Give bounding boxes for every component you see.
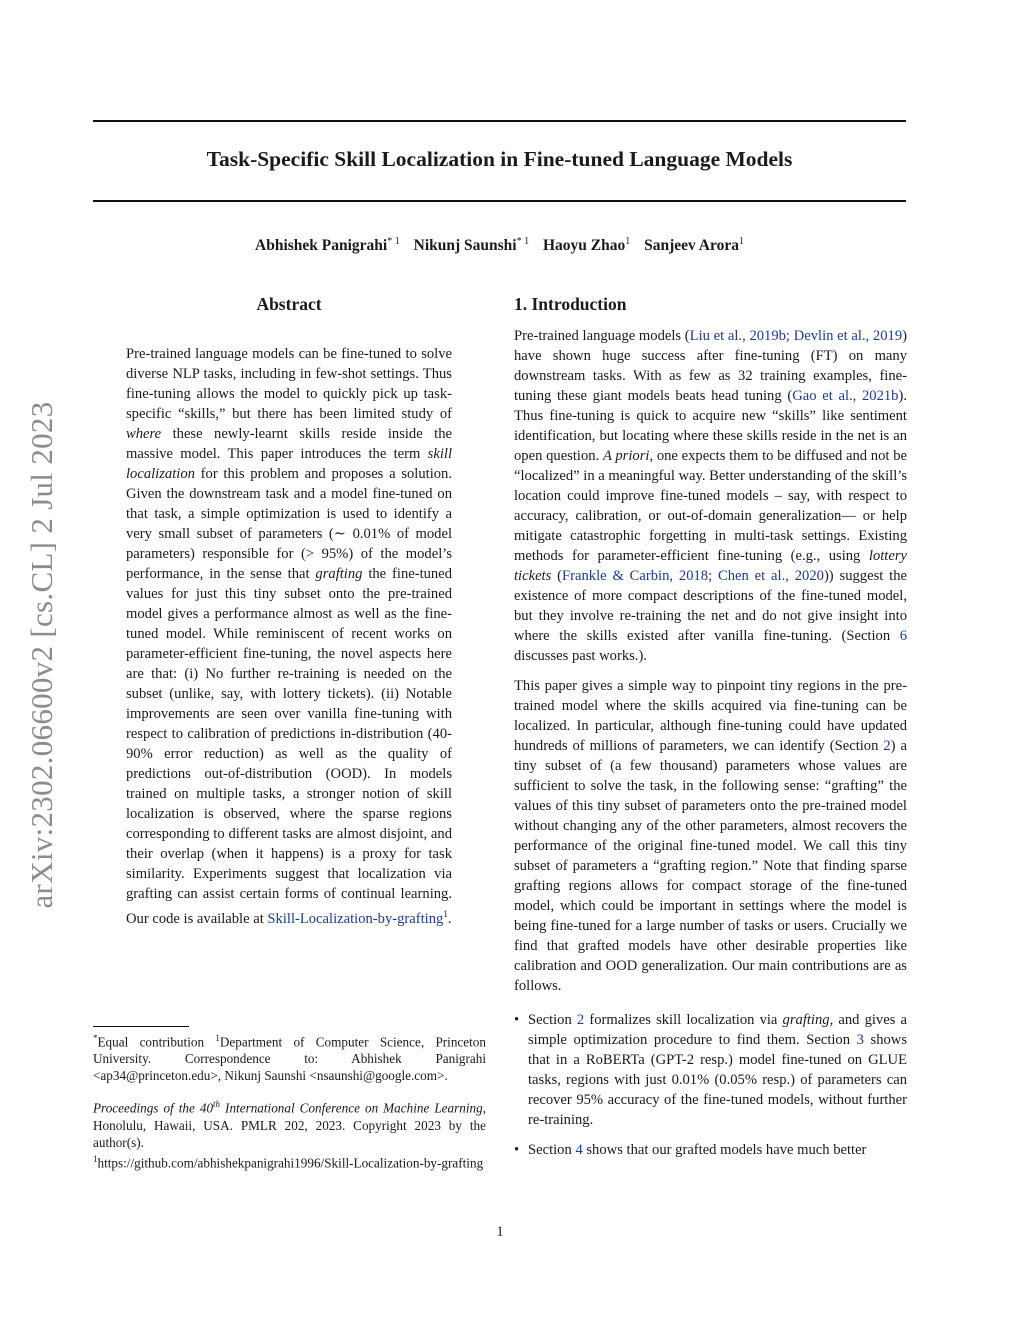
- bullet-icon: •: [514, 1142, 520, 1158]
- citation-link[interactable]: Frankle & Carbin, 2018; Chen et al., 2020: [562, 568, 824, 584]
- footnote-affiliations: *Equal contribution $^1$Department of Computer Science, Princeton University. Correspondence to: Abhishek Panigrahi <ap34@princeton.edu>, Nikunj Saunshi <nsaunshi@google.com>.: [93, 1033, 486, 1084]
- contributions-list: [514, 1010, 907, 1160]
- abstract-heading: Abstract: [256, 294, 322, 314]
- abstract-body: Pre-trained language models can be fine-tuned to solve diverse NLP tasks, including in few-shot settings. Thus fine-tuning allows the model to quickly pick up task-specific “skills,” but there has been limited study of where these newly-learnt skills reside inside the massive model. This paper introduces the term skill localization for this problem and proposes a solution. Given the downstream task and a model fine-tuned on that task, a simple optimization is used to identify a very small subset of parameters (∼ 0.01% of model parameters) responsible for (> 95%) of the model’s performance, in the sense that grafting the fine-tuned values for just this tiny subset onto the pre-trained model gives a performance almost as well as the fine-tuned model. While reminiscent of recent works on parameter-efficient fine-tuning, the novel aspects here are that: (i) No further re-training is needed on the subset (unlike, say, with lottery tickets). (ii) Notable improvements are seen over vanilla fine-tuning with respect to calibration of predictions in-distribution (40-90% error reduction) as well as the quality of predictions out-of-distribution (OOD). In models trained on multiple tasks, a stronger notion of skill localization is observed, where the sparse regions corresponding to different tasks are almost disjoint, and their overlap (when it happens) is a proxy for task similarity. Experiments suggest that localization via grafting can assist certain forms of continual learning. Our code is available at Skill-Localization-by-grafting$^1$.: [126, 346, 452, 927]
- code-link[interactable]: Skill-Localization-by-grafting: [267, 910, 444, 927]
- citation-link[interactable]: Liu et al., 2019b; Devlin et al., 2019: [689, 328, 903, 344]
- author: Sanjeev Arora$^1$: [644, 236, 744, 255]
- list-item: • Section 4 shows that our grafted models have much better: [514, 1142, 867, 1158]
- intro-paragraph: This paper gives a simple way to pinpoint tiny regions in the pre-trained model where the skills acquired via fine-tuning can be localized. In particular, although fine-tuning could have updated hundreds of millions of parameters, we can identify (Section 2) a tiny subset of (a few thousand) parameters whose values are sufficient to solve the task, in the following sense: “grafting” the values of this tiny subset of parameters onto the pre-trained model without changing any of the other parameters, almost recovers the performance of the original fine-tuned model. We call this tiny subset of parameters a “grafting region.” Note that finding sparse grafting regions allows for compact storage of the fine-tuned model, which could be important in settings where the model is being fine-tuned for a large number of tasks or users. Crucially we find that grafted models have other desirable properties like calibration and OOD generalization. Our main contributions are as follows.: [514, 678, 907, 994]
- section-ref-link[interactable]: 2: [883, 738, 891, 754]
- page-number: 1: [496, 1224, 504, 1240]
- arxiv-identifier: arXiv:2302.06600v2 [cs.CL] 2 Jul 2023: [24, 401, 59, 909]
- author: Abhishek Panigrahi$^{* 1}$: [255, 236, 400, 255]
- section-ref-link[interactable]: 4: [575, 1142, 583, 1158]
- bullet-icon: •: [514, 1012, 520, 1028]
- bottom-rule: [93, 200, 906, 202]
- footnote-proceedings: Proceedings of the 40th International Conference on Machine Learning, Honolulu, Hawaii, USA. PMLR 202, 2023. Copyright 2023 by the author(s).: [93, 1099, 486, 1150]
- intro-paragraph: Pre-trained language models (Liu et al., 2019b; Devlin et al., 2019) have shown huge success after fine-tuning (FT) on many downstream tasks. With as few as 32 training examples, fine-tuning these giant models beats head tuning (Gao et al., 2021b). Thus fine-tuning is quick to acquire new “skills” like sentiment identification, but locating where these skills reside in the net is an open question. A priori, one expects them to be diffused and not be “localized” in a meaningful way. Better understanding of the skill’s location could improve fine-tuned models – say, with respect to accuracy, calibration, or out-of-domain generalization— or help mitigate catastrophic forgetting in multi-task settings. Existing methods for parameter-efficient fine-tuning (e.g., using lottery tickets (Frankle & Carbin, 2018; Chen et al., 2020)) suggest the existence of more compact descriptions of the fine-tuned model, but they involve re-training the net and do not give insight into where the skills existed after vanilla fine-tuning. (Section 6 discusses past works.).: [514, 328, 907, 664]
- section-ref-link[interactable]: 6: [899, 628, 907, 644]
- footnote-url: $^1$https://github.com/abhishekpanigrahi1996/Skill-Localization-by-grafting: [93, 1153, 484, 1171]
- author: Nikunj Saunshi$^{* 1}$: [413, 236, 530, 255]
- footnote-rule: [93, 1026, 189, 1027]
- author-list: [93, 236, 906, 255]
- section-ref-link[interactable]: 2: [576, 1012, 585, 1028]
- paper-title: Task-Specific Skill Localization in Fine-tuned Language Models: [206, 147, 793, 171]
- abstract-section: [126, 292, 452, 929]
- introduction-heading: 1. Introduction: [514, 294, 627, 314]
- section-ref-link[interactable]: 3: [856, 1032, 864, 1048]
- footnotes: [93, 1030, 486, 1171]
- introduction-section: [514, 292, 907, 1170]
- repository-url[interactable]: https://github.com/abhishekpanigrahi1996/Skill-Localization-by-grafting: [97, 1155, 484, 1171]
- list-item: • Section 2 formalizes skill localization via grafting, and gives a simple optimization procedure to find them. Section 3 shows that in a RoBERTa (GPT-2 resp.) model fine-tuned on GLUE tasks, regions with just 0.01% (0.05% resp.) of parameters can recover 95% accuracy of the fine-tuned models, without further re-training.: [514, 1012, 908, 1128]
- citation-link[interactable]: Gao et al., 2021b: [792, 388, 899, 404]
- author: Haoyu Zhao$^1$: [542, 236, 631, 255]
- top-rule: [93, 120, 906, 122]
